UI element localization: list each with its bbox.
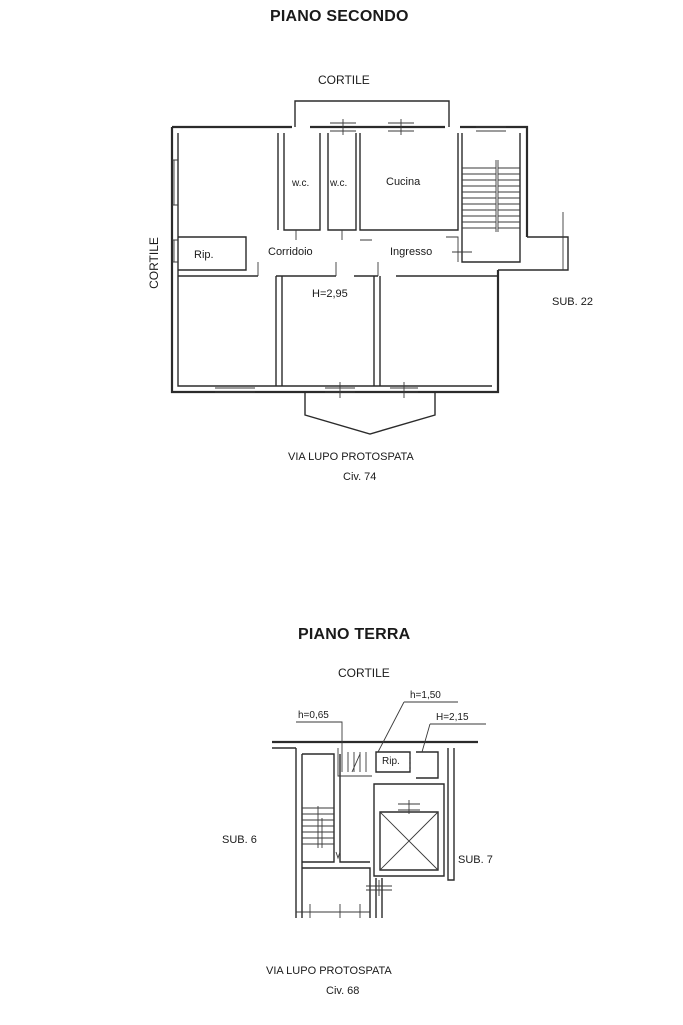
room-label-corridor: Corridoio <box>268 246 313 258</box>
height-label-h215: H=2,15 <box>436 712 469 723</box>
upper-courtyard-left-label: CORTILE <box>147 237 161 289</box>
gf-staircase-top <box>338 748 372 776</box>
upper-civic-number: Civ. 74 <box>343 471 377 483</box>
gf-west-wall <box>296 748 302 918</box>
gf-storage-label: Rip. <box>382 756 400 767</box>
ground-neighbor-left: SUB. 6 <box>222 834 257 846</box>
upper-courtyard-top-label: CORTILE <box>318 73 370 87</box>
ground-street-label: VIA LUPO PROTOSPATA <box>266 965 392 977</box>
gf-lift-room <box>374 784 444 876</box>
room-label-entrance: Ingresso <box>390 246 433 258</box>
room-label-kitchen: Cucina <box>386 176 421 188</box>
ground-floor-title: PIANO TERRA <box>298 626 411 643</box>
upper-ceiling-height: H=2,95 <box>312 288 348 300</box>
ground-courtyard-top-label: CORTILE <box>338 666 390 680</box>
height-label-h065: h=0,65 <box>298 710 329 721</box>
room-label-storage: Rip. <box>194 249 214 261</box>
upper-neighbor-label: SUB. 22 <box>552 296 593 308</box>
room-label-wc-1: w.c. <box>292 178 310 189</box>
room-label-wc-2: w.c. <box>330 178 348 189</box>
ground-civic-number: Civ. 68 <box>326 985 360 997</box>
gf-east-wall <box>448 748 454 880</box>
ground-neighbor-right: SUB. 7 <box>458 854 493 866</box>
upper-floor-title: PIANO SECONDO <box>270 8 409 25</box>
upper-street-label: VIA LUPO PROTOSPATA <box>288 451 414 463</box>
height-label-h150: h=1,50 <box>410 690 441 701</box>
